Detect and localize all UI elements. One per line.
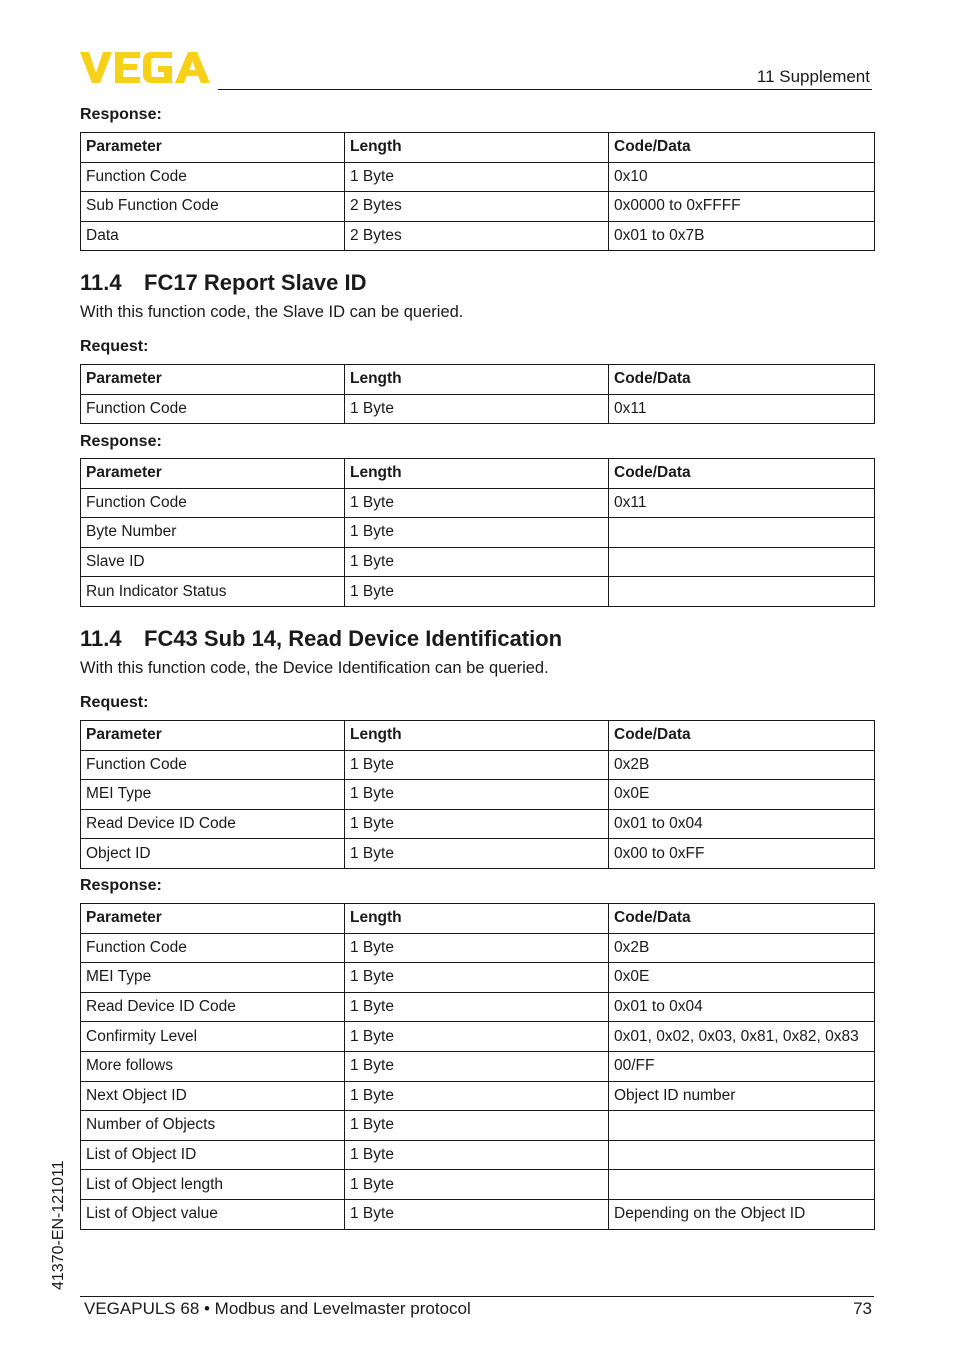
column-header: Code/Data (609, 721, 875, 751)
table-row (81, 1022, 875, 1052)
table-cell: 0x00 to 0xFF (609, 839, 875, 869)
table-header-row (81, 904, 875, 934)
table-cell: 1 Byte (345, 394, 609, 424)
table-cell: 0x11 (609, 394, 875, 424)
table-cell: 0x01 to 0x7B (609, 221, 875, 251)
table-cell (609, 518, 875, 548)
table-row (81, 809, 875, 839)
table-cell: 1 Byte (345, 1081, 609, 1111)
column-header: Length (345, 133, 609, 163)
table-row (81, 839, 875, 869)
column-header: Code/Data (609, 133, 875, 163)
column-header: Code/Data (609, 459, 875, 489)
table-cell: 1 Byte (345, 518, 609, 548)
table-cell: 0x10 (609, 162, 875, 192)
table-row (81, 518, 875, 548)
table-cell: Confirmity Level (81, 1022, 345, 1052)
table-row (81, 1170, 875, 1200)
table-row (81, 1199, 875, 1229)
table-cell: Function Code (81, 933, 345, 963)
page-number: 73 (853, 1299, 872, 1318)
table-cell: MEI Type (81, 780, 345, 810)
table-cell: 1 Byte (345, 1170, 609, 1200)
table-cell (609, 577, 875, 607)
table-row (81, 162, 875, 192)
table-cell: Number of Objects (81, 1111, 345, 1141)
table-cell: 1 Byte (345, 963, 609, 993)
table-row (81, 1081, 875, 1111)
section-description: With this function code, the Slave ID can be queried. (80, 303, 464, 321)
table-row (81, 1111, 875, 1141)
table-cell (609, 1111, 875, 1141)
column-header: Length (345, 365, 609, 395)
table-row (81, 547, 875, 577)
document-code: 41370-EN-121011 (50, 1160, 67, 1290)
table-cell: Slave ID (81, 547, 345, 577)
response-table (80, 132, 875, 251)
table-cell: 1 Byte (345, 780, 609, 810)
table-cell: Run Indicator Status (81, 577, 345, 607)
table-cell: 1 Byte (345, 1111, 609, 1141)
table-cell: Next Object ID (81, 1081, 345, 1111)
column-header: Code/Data (609, 365, 875, 395)
table-header-row (81, 459, 875, 489)
table-row (81, 933, 875, 963)
request-label: Request: (80, 694, 149, 711)
response-label: Response: (80, 106, 162, 123)
vega-logo (80, 52, 212, 84)
section-heading-fc43 (80, 626, 562, 652)
table-row (81, 221, 875, 251)
table-row (81, 1051, 875, 1081)
table-cell: Object ID number (609, 1081, 875, 1111)
table-cell: 1 Byte (345, 933, 609, 963)
section-heading-fc17 (80, 270, 367, 296)
table-cell (609, 1170, 875, 1200)
table-cell: 1 Byte (345, 577, 609, 607)
table-cell: 1 Byte (345, 162, 609, 192)
footer-rule (80, 1296, 874, 1297)
table-cell (609, 1140, 875, 1170)
table-cell: 1 Byte (345, 1140, 609, 1170)
table-row (81, 780, 875, 810)
table-row (81, 192, 875, 222)
column-header: Length (345, 721, 609, 751)
column-header: Parameter (81, 721, 345, 751)
table-cell: 1 Byte (345, 839, 609, 869)
column-header: Parameter (81, 365, 345, 395)
table-cell: List of Object value (81, 1199, 345, 1229)
table-header-row (81, 365, 875, 395)
table-cell: MEI Type (81, 963, 345, 993)
table-cell: 00/FF (609, 1051, 875, 1081)
column-header: Parameter (81, 904, 345, 934)
table-cell: Function Code (81, 750, 345, 780)
response-label: Response: (80, 433, 162, 450)
table-header-row (81, 133, 875, 163)
table-cell: 0x0E (609, 780, 875, 810)
table-cell: Object ID (81, 839, 345, 869)
table-cell: Byte Number (81, 518, 345, 548)
section-description: With this function code, the Device Identification can be queried. (80, 659, 549, 677)
table-cell: 0x01 to 0x04 (609, 809, 875, 839)
table-cell: 2 Bytes (345, 221, 609, 251)
table-cell: 1 Byte (345, 1051, 609, 1081)
table-cell: List of Object ID (81, 1140, 345, 1170)
table-cell: 1 Byte (345, 547, 609, 577)
section-number: 11.4 (80, 626, 122, 651)
footer-title: VEGAPULS 68 • Modbus and Levelmaster protocol (84, 1299, 471, 1318)
table-header-row (81, 721, 875, 751)
table-row (81, 577, 875, 607)
response-label: Response: (80, 877, 162, 894)
column-header: Parameter (81, 133, 345, 163)
table-cell: 0x2B (609, 933, 875, 963)
column-header: Length (345, 904, 609, 934)
column-header: Parameter (81, 459, 345, 489)
request-label: Request: (80, 338, 149, 355)
table-cell: 0x01, 0x02, 0x03, 0x81, 0x82, 0x83 (609, 1022, 875, 1052)
table-row (81, 963, 875, 993)
table-row (81, 992, 875, 1022)
table-cell: 0x0E (609, 963, 875, 993)
table-cell: 1 Byte (345, 1199, 609, 1229)
table-cell: 0x11 (609, 488, 875, 518)
table-row (81, 1140, 875, 1170)
table-cell: Function Code (81, 162, 345, 192)
table-cell: 0x0000 to 0xFFFF (609, 192, 875, 222)
section-title: FC17 Report Slave ID (144, 270, 367, 295)
header-section-title: 11 Supplement (756, 67, 870, 86)
section-title: FC43 Sub 14, Read Device Identification (144, 626, 563, 651)
table-cell: More follows (81, 1051, 345, 1081)
request-table (80, 364, 875, 424)
table-cell: 1 Byte (345, 488, 609, 518)
table-cell: 1 Byte (345, 1022, 609, 1052)
table-cell: 1 Byte (345, 750, 609, 780)
table-cell: 0x01 to 0x04 (609, 992, 875, 1022)
table-cell: 1 Byte (345, 992, 609, 1022)
header-rule (218, 89, 872, 90)
table-cell: 1 Byte (345, 809, 609, 839)
table-cell (609, 547, 875, 577)
response-table (80, 903, 875, 1230)
table-cell: Function Code (81, 488, 345, 518)
table-cell: 2 Bytes (345, 192, 609, 222)
table-cell: Depending on the Object ID (609, 1199, 875, 1229)
table-cell: Read Device ID Code (81, 809, 345, 839)
table-row (81, 488, 875, 518)
column-header: Length (345, 459, 609, 489)
response-table (80, 458, 875, 607)
section-number: 11.4 (80, 270, 122, 295)
table-cell: Read Device ID Code (81, 992, 345, 1022)
table-cell: Function Code (81, 394, 345, 424)
column-header: Code/Data (609, 904, 875, 934)
request-table (80, 720, 875, 869)
table-cell: Data (81, 221, 345, 251)
table-row (81, 394, 875, 424)
table-cell: Sub Function Code (81, 192, 345, 222)
table-cell: List of Object length (81, 1170, 345, 1200)
table-cell: 0x2B (609, 750, 875, 780)
table-row (81, 750, 875, 780)
